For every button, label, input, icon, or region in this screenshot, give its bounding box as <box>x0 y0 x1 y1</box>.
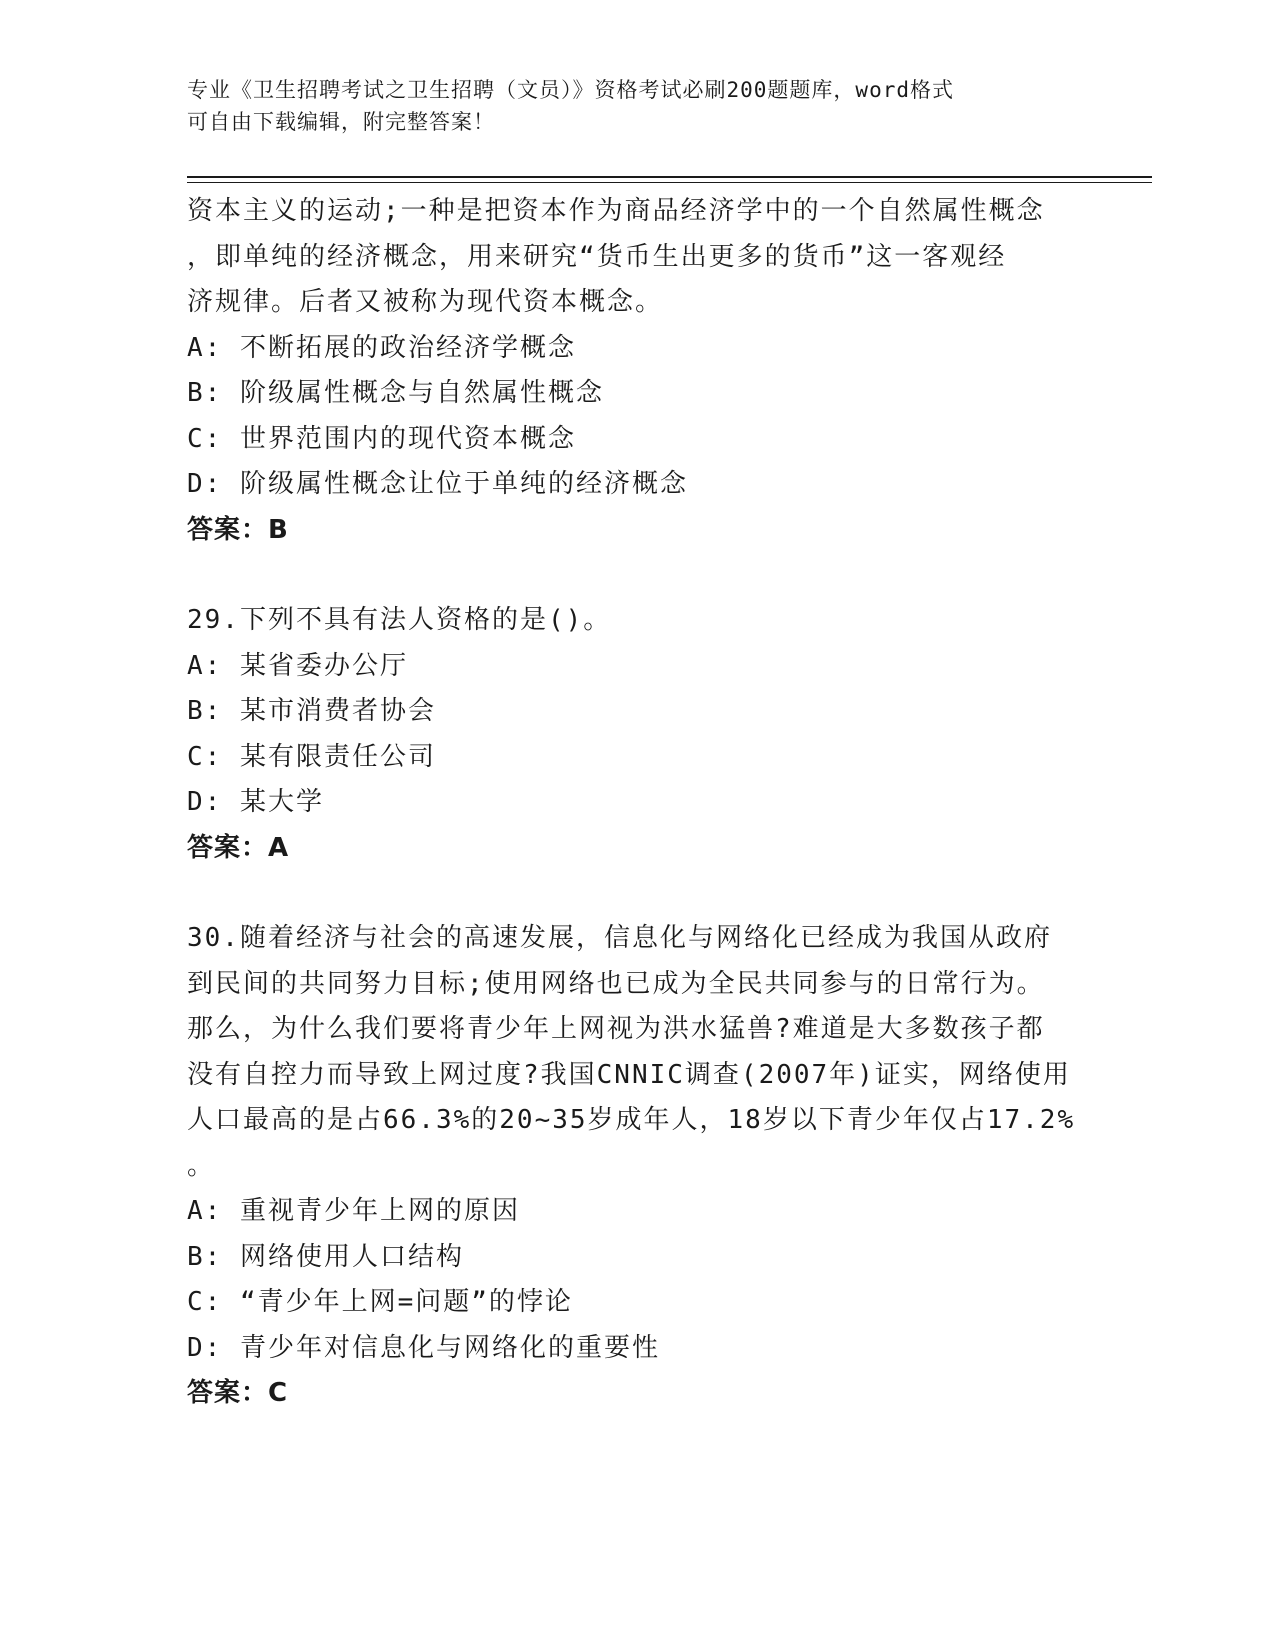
header-line-2: 可自由下载编辑，附完整答案！ <box>187 110 495 134</box>
option-c: C: “青少年上网=问题”的悖论 <box>187 1287 573 1317</box>
spacer <box>187 553 1087 598</box>
option-b: B: 网络使用人口结构 <box>187 1241 464 1272</box>
spacer <box>187 871 1087 916</box>
question-30 <box>187 916 1087 1417</box>
option-d: D: 青少年对信息化与网络化的重要性 <box>187 1332 660 1363</box>
option-a: A: 重视青少年上网的原因 <box>187 1196 520 1226</box>
question-text-line: 人口最高的是占66.3%的20~35岁成年人，18岁以下青少年仅占17.2% <box>187 1105 1076 1135</box>
option-d: D: 某大学 <box>187 787 324 817</box>
header-line-1: 专业《卫生招聘考试之卫生招聘（文员）》资格考试必刷200题题库，word格式 <box>187 78 954 102</box>
document-body <box>187 189 1087 1417</box>
question-28-continued <box>187 189 1087 553</box>
option-c: C: 世界范围内的现代资本概念 <box>187 423 576 454</box>
header-divider-thick <box>187 176 1152 178</box>
option-a: A: 不断拓展的政治经济学概念 <box>187 332 576 363</box>
question-text-line: 。 <box>187 1150 216 1181</box>
question-29 <box>187 598 1087 871</box>
question-text-line: 到民间的共同努力目标;使用网络也已成为全民共同参与的日常行为。 <box>187 968 1045 999</box>
option-a: A: 某省委办公厅 <box>187 650 408 681</box>
question-text-line: 30.随着经济与社会的高速发展，信息化与网络化已经成为我国从政府 <box>187 923 1052 953</box>
document-header <box>187 74 1087 138</box>
question-text-line: 济规律。后者又被称为现代资本概念。 <box>187 287 664 317</box>
option-b: B: 阶级属性概念与自然属性概念 <box>187 378 604 408</box>
question-text-line: 资本主义的运动;一种是把资本作为商品经济学中的一个自然属性概念 <box>187 196 1045 226</box>
answer-label: 答案：C <box>187 1378 289 1408</box>
option-c: C: 某有限责任公司 <box>187 741 436 772</box>
question-text-line: ，即单纯的经济概念，用来研究“货币生出更多的货币”这一客观经 <box>187 241 1007 272</box>
option-b: B: 某市消费者协会 <box>187 696 436 726</box>
answer-label: 答案：B <box>187 514 289 545</box>
question-text-line: 那么，为什么我们要将青少年上网视为洪水猛兽?难道是大多数孩子都 <box>187 1014 1045 1044</box>
question-text-line: 29.下列不具有法人资格的是()。 <box>187 605 612 635</box>
option-d: D: 阶级属性概念让位于单纯的经济概念 <box>187 469 688 499</box>
header-divider-thin <box>187 182 1152 183</box>
question-text-line: 没有自控力而导致上网过度?我国CNNIC调查(2007年)证实，网络使用 <box>187 1059 1071 1090</box>
answer-label: 答案：A <box>187 832 290 863</box>
